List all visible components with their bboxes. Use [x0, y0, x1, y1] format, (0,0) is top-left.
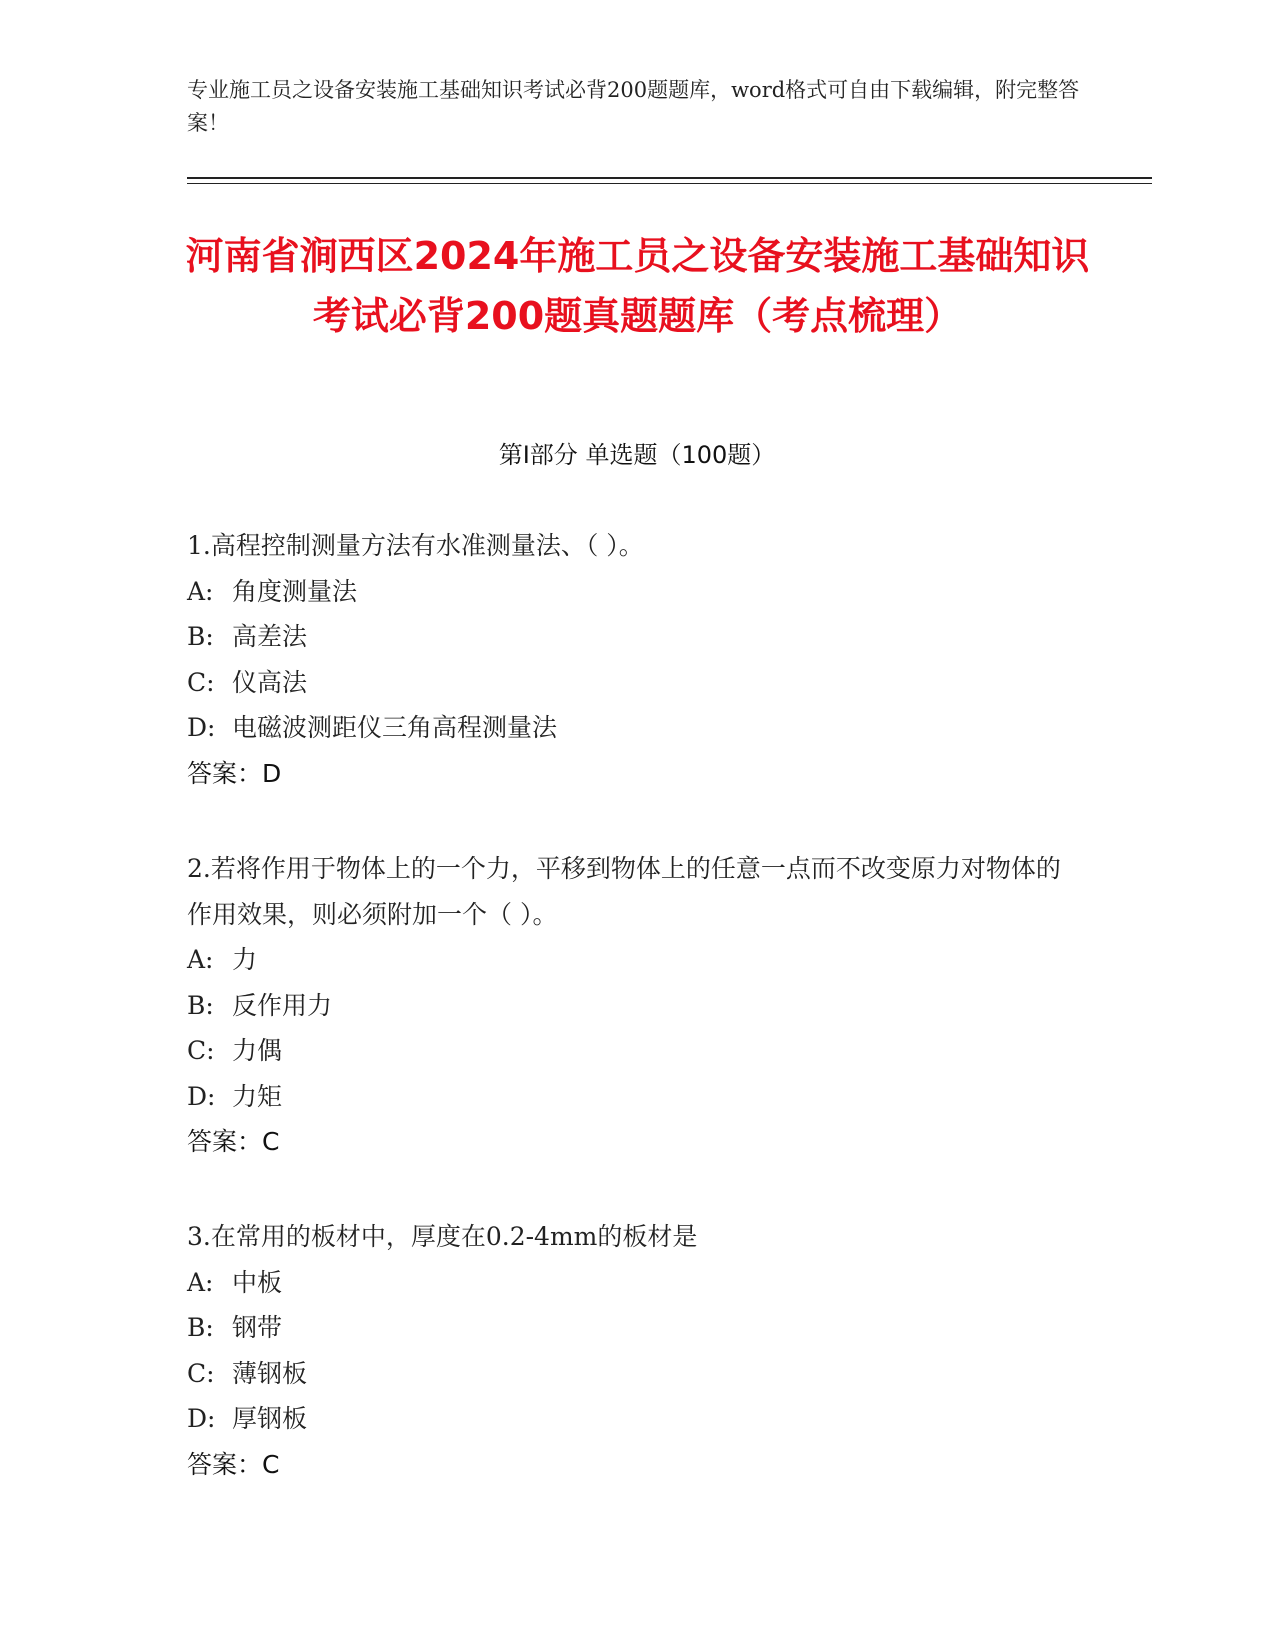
answer-label: 答案： [187, 1449, 263, 1479]
option-a [187, 937, 1067, 983]
question-stem: 2.若将作用于物体上的一个力，平移到物体上的任意一点而不改变原力对物体的作用效果，则必须附加一个（ ）。 [187, 854, 1061, 929]
option-key: B: [187, 990, 214, 1020]
option-key: D: [187, 713, 216, 742]
option-d [187, 1074, 1067, 1120]
option-text: 钢带 [232, 1313, 283, 1342]
answer-label: 答案： [187, 758, 263, 788]
option-key: C: [187, 667, 215, 697]
document-title: 河南省涧西区2024年施工员之设备安装施工基础知识考试必背200题真题题库（考点梳理） [185, 234, 1090, 338]
header-divider-thin [187, 183, 1152, 184]
option-key: D: [187, 1404, 216, 1433]
option-a [187, 569, 1067, 615]
option-text: 高差法 [232, 622, 308, 651]
header-divider-thick [187, 177, 1152, 179]
option-c [187, 1351, 1067, 1397]
option-key: B: [187, 622, 214, 651]
option-text: 仪高法 [232, 667, 308, 697]
option-b [187, 1305, 1067, 1351]
option-key: C: [187, 1358, 215, 1388]
option-text: 力偶 [232, 1036, 283, 1065]
option-key: A: [187, 576, 214, 606]
option-text: 薄钢板 [232, 1358, 308, 1388]
question-2 [187, 846, 1067, 1165]
header-note: 专业施工员之设备安装施工基础知识考试必背200题题库，word格式可自由下载编辑，附完整答案！ [187, 78, 1080, 135]
section-title: 第I部分 单选题（100题） [498, 441, 776, 469]
answer-line [187, 1442, 1067, 1488]
answer-line [187, 1119, 1067, 1165]
question-stem: 3.在常用的板材中，厚度在0.2-4mm的板材是 [187, 1222, 698, 1251]
option-text: 电磁波测距仪三角高程测量法 [232, 713, 558, 742]
answer-value: D [262, 758, 282, 788]
option-c [187, 660, 1067, 706]
option-text: 反作用力 [232, 990, 333, 1020]
option-text: 厚钢板 [232, 1404, 308, 1433]
option-key: A: [187, 1267, 214, 1297]
option-text: 力矩 [232, 1081, 283, 1111]
option-b [187, 983, 1067, 1029]
option-a [187, 1260, 1067, 1306]
answer-line [187, 751, 1067, 797]
answer-label: 答案： [187, 1127, 263, 1156]
option-b [187, 614, 1067, 660]
option-text: 力 [232, 945, 258, 974]
option-text: 中板 [232, 1267, 283, 1297]
option-key: D: [187, 1081, 216, 1111]
option-key: B: [187, 1313, 214, 1342]
answer-value: C [262, 1449, 280, 1479]
option-text: 角度测量法 [232, 576, 358, 606]
option-d [187, 1396, 1067, 1442]
question-1 [187, 523, 1067, 796]
option-c [187, 1028, 1067, 1074]
answer-value: C [262, 1127, 280, 1156]
question-stem: 1.高程控制测量方法有水准测量法、（ ）。 [187, 531, 644, 560]
option-d [187, 705, 1067, 751]
question-3 [187, 1214, 1067, 1487]
option-key: A: [187, 945, 214, 974]
option-key: C: [187, 1036, 215, 1065]
